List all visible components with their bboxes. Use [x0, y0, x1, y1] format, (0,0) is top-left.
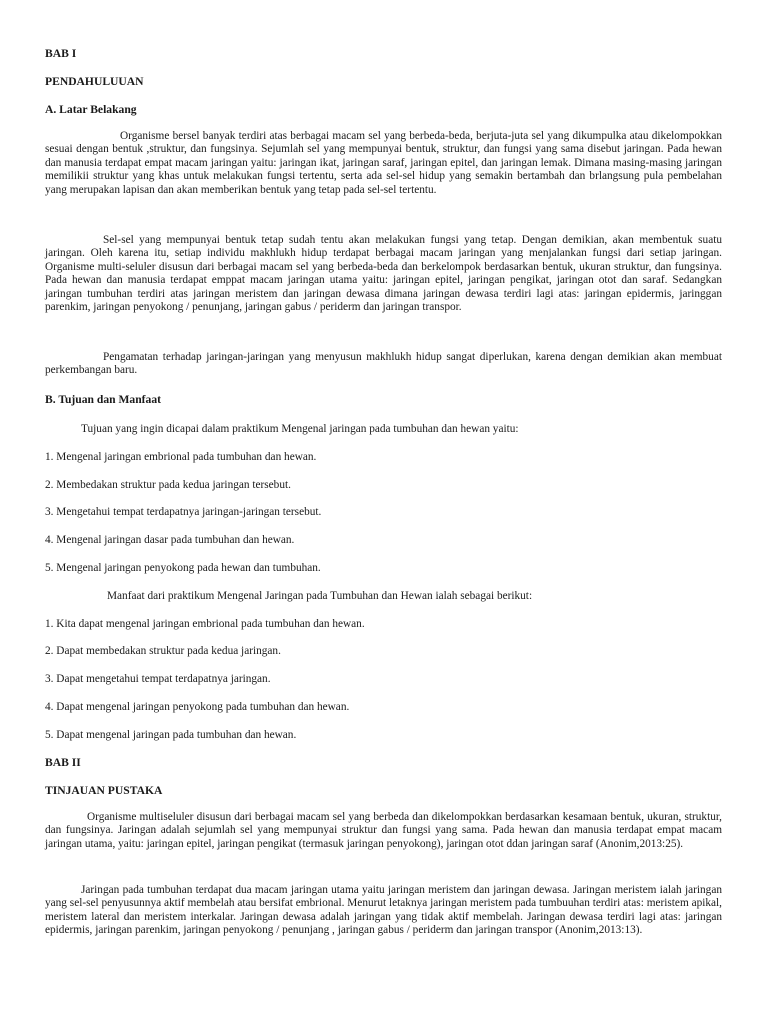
section-b-heading: B. Tujuan dan Manfaat [45, 393, 161, 406]
manfaat-item-1: 1. Kita dapat mengenal jaringan embrional pada tumbuhan dan hewan. [45, 618, 365, 630]
tinjauan-paragraph-1: Organisme multiseluler disusun dari berbagai macam sel yang berbeda dan dikelompokkan berdasarkan kesamaan bentuk, ukuran, struktur, dan fungsinya. Jaringan adalah sejumlah sel yang mempunyai struktur dan fungsi yang sama. Pada hewan dan manusia terdapat empat macam jaringan utama, yaitu: jaringan epitel, jaringan pengikat (termasuk jaringan penyokong), jaringan otot ddan jaringan saraf (Anonim,2013:25). [45, 811, 722, 850]
bab1-subtitle: PENDAHULUUAN [45, 75, 144, 88]
bab1-title: BAB I [45, 47, 77, 60]
latar-belakang-paragraph-3: Pengamatan terhadap jaringan-jaringan yang menyusun makhlukh hidup sangat diperlukan, karena dengan demikian akan membuat perkembangan baru. [45, 351, 722, 377]
tujuan-item-4: 4. Mengenal jaringan dasar pada tumbuhan dan hewan. [45, 534, 295, 546]
manfaat-item-3: 3. Dapat mengetahui tempat terdapatnya jaringan. [45, 673, 271, 685]
latar-belakang-paragraph-1: Organisme bersel banyak terdiri atas berbagai macam sel yang berbeda-beda, berjuta-juta sel yang dikumpulka atau dikelompokkan sesuai dengan bentuk ,struktur, dan fungsinya. Sejumlah sel yang mempunyai bentuk, struktur, dan fungsi yang sama disebut jaringan. Pada hewan dan manusia terdapat empat macam jaringan yaitu: jaringan ikat, jaringan saraf, jaringan epitel, dan jaringan lemak. Dimana masing-masing jaringan memilikii struktur yang khas untuk melakukan fungsi tertentu, serta ada sel-sel hidup yang semakin bertambah dan brlangsung pula pembelahan yang merupakan lapisan dan akan memberikan bentuk yang tetap pada sel-sel tertentu. [45, 130, 722, 196]
section-a-heading: A. Latar Belakang [45, 103, 137, 116]
manfaat-item-5: 5. Dapat mengenal jaringan pada tumbuhan dan hewan. [45, 729, 297, 741]
tujuan-item-1: 1. Mengenal jaringan embrional pada tumbuhan dan hewan. [45, 451, 317, 463]
tujuan-intro: Tujuan yang ingin dicapai dalam praktikum Mengenal jaringan pada tumbuhan dan hewan yaitu: [81, 423, 519, 435]
manfaat-intro: Manfaat dari praktikum Mengenal Jaringan pada Tumbuhan dan Hewan ialah sebagai berikut: [107, 590, 533, 602]
bab2-title: BAB II [45, 756, 81, 769]
latar-belakang-paragraph-2: Sel-sel yang mempunyai bentuk tetap sudah tentu akan melakukan fungsi yang tetap. Dengan demikian, akan membentuk suatu jaringan. Oleh karena itu, setiap individu makhlukh hidup terdapat berbagai macam jaringan yang menjalankan fungsi dari setiap jaringan. Organisme multi-seluler disusun dari berbagai macam sel yang berbeda-beda dan berkelompok berdasarkan bentuk, ukuran struktur, dan fungsinya. Pada hewan dan manusia terdapat emppat macam jaringan utama yaitu: jaringan epitel, jaringan pengikat, jaringan otot dan saraf. Sedangkan jaringan tumbuhan terdiri atas jaringan meristem dan jaringan dewasa dimana jaringan dewasa terdiri lagi atas: jaringan epidermis, jaringgan parenkim, jaringan penyokong / penunjang, jaringan gabus / periderm dan jaringan transpor. [45, 234, 722, 314]
manfaat-item-4: 4. Dapat mengenal jaringan penyokong pada tumbuhan dan hewan. [45, 701, 350, 713]
tujuan-item-3: 3. Mengetahui tempat terdapatnya jaringan-jaringan tersebut. [45, 506, 322, 518]
tinjauan-paragraph-2: Jaringan pada tumbuhan terdapat dua macam jaringan utama yaitu jaringan meristem dan jaringan dewasa. Jaringan meristem ialah jaringan yang sel-sel penyusunnya aktif membelah atau bersifat embrional. Menurut letaknya jaringan meristem pada tumbuuhan terdiri atas: meristem apikal, meristem lateral dan meristem interkalar. Jaringan dewasa adalah jaringan yang tidak aktif membelah. Jaringan dewasa terdiri lagi atas: jaringan epidermis, jaringan parenkim, jaringan penyokong / penunjang , jaringan gabus / periderm dan jaringan transpor (Anonim,2013:13). [45, 884, 722, 937]
manfaat-item-2: 2. Dapat membedakan struktur pada kedua jaringan. [45, 645, 281, 657]
bab2-subtitle: TINJAUAN PUSTAKA [45, 784, 163, 797]
tujuan-item-5: 5. Mengenal jaringan penyokong pada hewan dan tumbuhan. [45, 562, 321, 574]
tujuan-item-2: 2. Membedakan struktur pada kedua jaringan tersebut. [45, 479, 291, 491]
